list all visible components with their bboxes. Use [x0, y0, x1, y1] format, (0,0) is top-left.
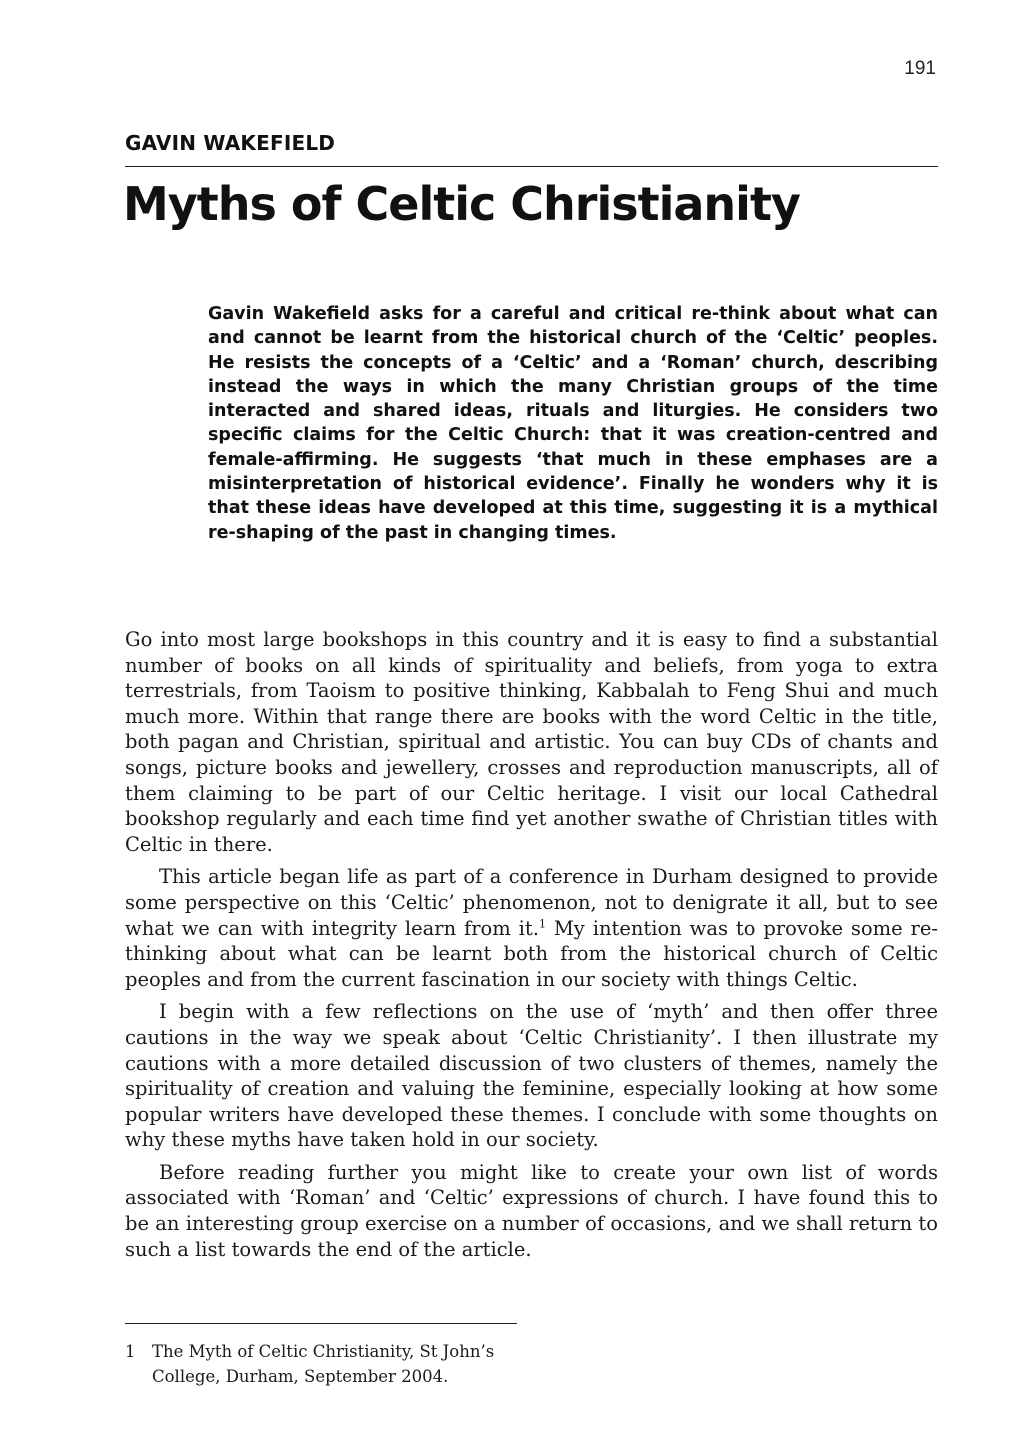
article-abstract: Gavin Wakefield asks for a careful and critical re-think about what can and cannot be learnt from the historical church of the ‘Celtic’ peoples. He resists the concepts of a ‘Celtic’ and a ‘Roman’ church, describing instead the ways in which the many Christian groups of the time interacted and shared ideas, rituals and liturgies. He considers two specific claims for the Celtic Church: that it was creation-centred and female-affirming. He suggests ‘that much in these emphases are a misinterpretation of historical evidence’. Finally he wonders why it is that these ideas have developed at this time, suggesting it is a mythical re-shaping of the past in changing times.: [208, 304, 938, 543]
footnote-text: The Myth of Celtic Christianity, St John’s College, Durham, September 2004.: [152, 1342, 495, 1386]
body-paragraph: Go into most large bookshops in this country and it is easy to find a substantial number of books on all kinds of spirituality and beliefs, from yoga to extra terrestrials, from Taoism to positive thinking, Kabbalah to Feng Shui and much much more. Within that range there are books with the word Celtic in the title, both pagan and Christian, spiritual and artistic. You can buy CDs of chants and songs, picture books and jewellery, crosses and reproduction manuscripts, all of them claiming to be part of our Celtic heritage. I visit our local Cathedral bookshop regularly and each time find yet another swathe of Christian titles with Celtic in there.: [125, 628, 938, 856]
author-name: GAVIN WAKEFIELD: [125, 131, 336, 155]
footnote-reference[interactable]: 1: [538, 917, 546, 931]
footnote-number: 1: [125, 1342, 136, 1361]
title-divider: [125, 166, 938, 167]
article-title: Myths of Celtic Christianity: [123, 177, 800, 231]
footnote-divider: [125, 1323, 517, 1324]
body-paragraph: I begin with a few reflections on the use of ‘myth’ and then offer three cautions in the way we speak about ‘Celtic Christianity’. I then illustrate my cautions with a more detailed discussion of two clusters of themes, namely the spirituality of creation and valuing the feminine, especially looking at how some popular writers have developed these themes. I conclude with some thoughts on why these myths have taken hold in our society.: [125, 1000, 938, 1152]
body-paragraph: Before reading further you might like to create your own list of words associated with ‘Roman’ and ‘Celtic’ expressions of church. I have found this to be an interesting group exercise on a number of occasions, and we shall return to such a list towards the end of the article.: [125, 1160, 938, 1261]
body-paragraph: [125, 864, 938, 992]
paragraph-text: My intention was to provoke some re-thinking about what can be learnt both from the historical church of Celtic peoples and from the current fascination in our society with things Celtic.: [125, 916, 939, 991]
article-body: [125, 627, 938, 1269]
page-number: 191: [904, 58, 936, 79]
paragraph-text: This article began life as part of a conference in Durham designed to provide some perspective on this ‘Celtic’ phenomenon, not to denigrate it all, but to see what we can with integrity learn from it.: [125, 865, 938, 940]
footnote: [125, 1339, 525, 1389]
